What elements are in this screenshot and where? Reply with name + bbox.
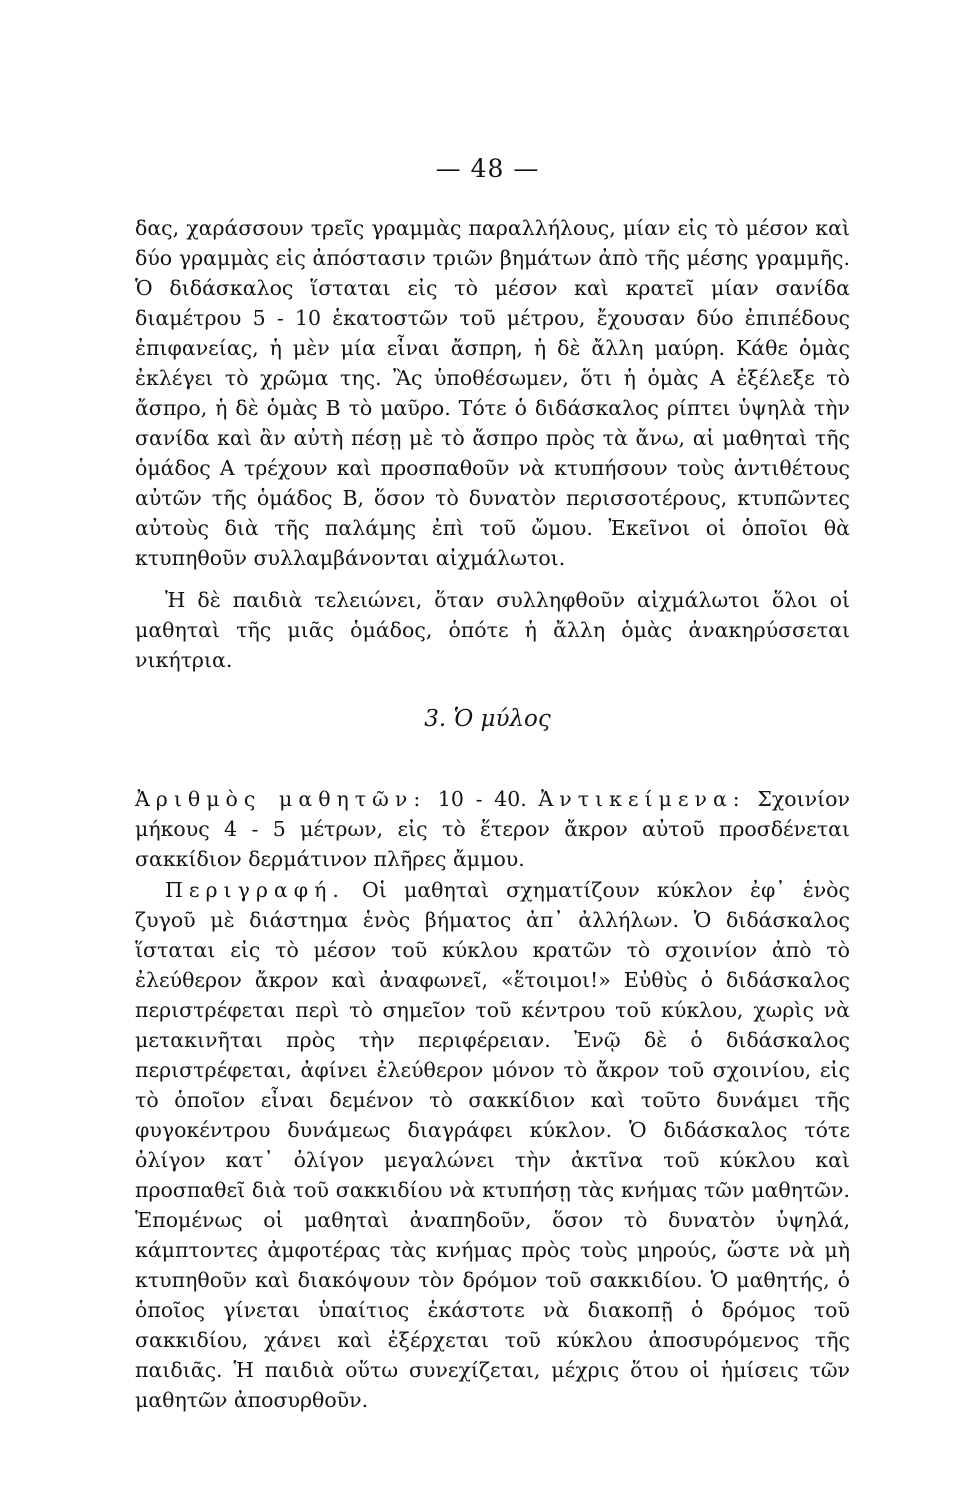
description-label: Περιγραφή. [165,878,345,902]
students-value: 10 - 40. [437,787,527,811]
section-title: 3. Ὁ μύλος [424,706,551,732]
paragraph-game-end: Ἡ δὲ παιδιὰ τελειώνει, ὅταν συλληφθοῦν αἰχμάλωτοι ὅλοι οἱ μαθηταὶ τῆς μιᾶς ὁμάδος, ὁπότε ἡ ἄλλη ὁμὰς ἀνακηρύσσεται νικήτρια. [135,588,850,672]
objects-label: Ἀντικείμενα: [538,787,746,811]
students-label: Ἀριθμὸς μαθητῶν: [135,787,427,811]
page-number: — 48 — [435,154,540,183]
game-description [135,875,850,1415]
objects-text: Σχοινίον μήκους 4 - 5 μέτρων, εἰς τὸ ἕτερον ἄκρον αὐτοῦ προσδένεται σακκίδιον δερμάτινον πλῆρες ἄμμου. [135,787,850,871]
game-setup [135,784,850,874]
description-text: Οἱ μαθηταὶ σχηματίζουν κύκλον ἐφ᾽ ἑνὸς ζυγοῦ μὲ διάστημα ἑνὸς βήματος ἀπ᾽ ἀλλήλων. Ὁ διδάσκαλος ἵσταται εἰς τὸ μέσον τοῦ κύκλου κρατῶν τὸ σχοινίον ἀπὸ τὸ ἐλεύθερον ἄκρον καὶ ἀναφωνεῖ, «ἕτοιμοι!» Εὐθὺς ὁ διδάσκαλος περιστρέφεται περὶ τὸ σημεῖον τοῦ κέντρου τοῦ κύκλου, χωρὶς νὰ μετακινῆται πρὸς τὴν περιφέρειαν. Ἐνῷ δὲ ὁ διδάσκαλος περιστρέφεται, ἀφίνει ἐλεύθερον μόνον τὸ ἄκρον τοῦ σχοινίου, εἰς τὸ ὁποῖον εἶναι δεμένον τὸ σακκίδιον καὶ τοῦτο δυνάμει τῆς φυγοκέντρου δυνάμεως διαγράφει κύκλον. Ὁ διδάσκαλος τότε ὀλίγον κατ᾽ ὀλίγον μεγαλώνει τὴν ἀκτῖνα τοῦ κύκλου καὶ προσπαθεῖ διὰ τοῦ σακκιδίου νὰ κτυπήσῃ τὰς κνήμας τῶν μαθητῶν. Ἑπομένως οἱ μαθηταὶ ἀναπηδοῦν, ὅσον τὸ δυνατὸν ὑψηλά, κάμπτοντες ἀμφοτέρας τὰς κνήμας πρὸς τοὺς μηρούς, ὥστε νὰ μὴ κτυπηθοῦν καὶ διακόψουν τὸν δρόμον τοῦ σακκιδίου. Ὁ μαθητής, ὁ ὁποῖος γίνεται ὑπαίτιος ἑκάστοτε νὰ διακοπῇ ὁ δρόμος τοῦ σακκιδίου, χάνει καὶ ἐξέρχεται τοῦ κύκλου ἀποσυρόμενος τῆς παιδιᾶς. Ἡ παιδιὰ οὕτω συνεχίζεται, μέχρις ὅτου οἱ ἡμίσεις τῶν μαθητῶν ἀποσυρθοῦν. [135,878,850,1412]
paragraph-continued: δας, χαράσσουν τρεῖς γραμμὰς παραλλήλους, μίαν εἰς τὸ μέσον καὶ δύο γραμμὰς εἰς ἀπόστασιν τριῶν βημάτων ἀπὸ τῆς μέσης γραμμῆς. Ὁ διδάσκαλος ἵσταται εἰς τὸ μέσον καὶ κρατεῖ μίαν σανίδα διαμέτρου 5 - 10 ἑκατοστῶν τοῦ μέτρου, ἔχουσαν δύο ἐπιπέδους ἐπιφανείας, ἡ μὲν μία εἶναι ἄσπρη, ἡ δὲ ἄλλη μαύρη. Κάθε ὁμὰς ἐκλέγει τὸ χρῶμα της. Ἂς ὑποθέσωμεν, ὅτι ἡ ὁμὰς Α ἐξέλεξε τὸ ἄσπρο, ἡ δὲ ὁμὰς Β τὸ μαῦρο. Τότε ὁ διδάσκαλος ρίπτει ὑψηλὰ τὴν σανίδα καὶ ἂν αὐτὴ πέσῃ μὲ τὸ ἄσπρο πρὸς τὰ ἄνω, αἱ μαθηταὶ τῆς ὁμάδος Α τρέχουν καὶ προσπαθοῦν νὰ κτυπήσουν τοὺς ἀντιθέτους αὐτῶν τῆς ὁμάδος Β, ὅσον τὸ δυνατὸν περισσοτέρους, κτυπῶντες αὐτοὺς διὰ τῆς παλάμης ἐπὶ τοῦ ὤμου. Ἐκεῖνοι οἱ ὁποῖοι θὰ κτυπηθοῦν συλλαμβάνονται αἰχμάλωτοι. [135,216,850,570]
